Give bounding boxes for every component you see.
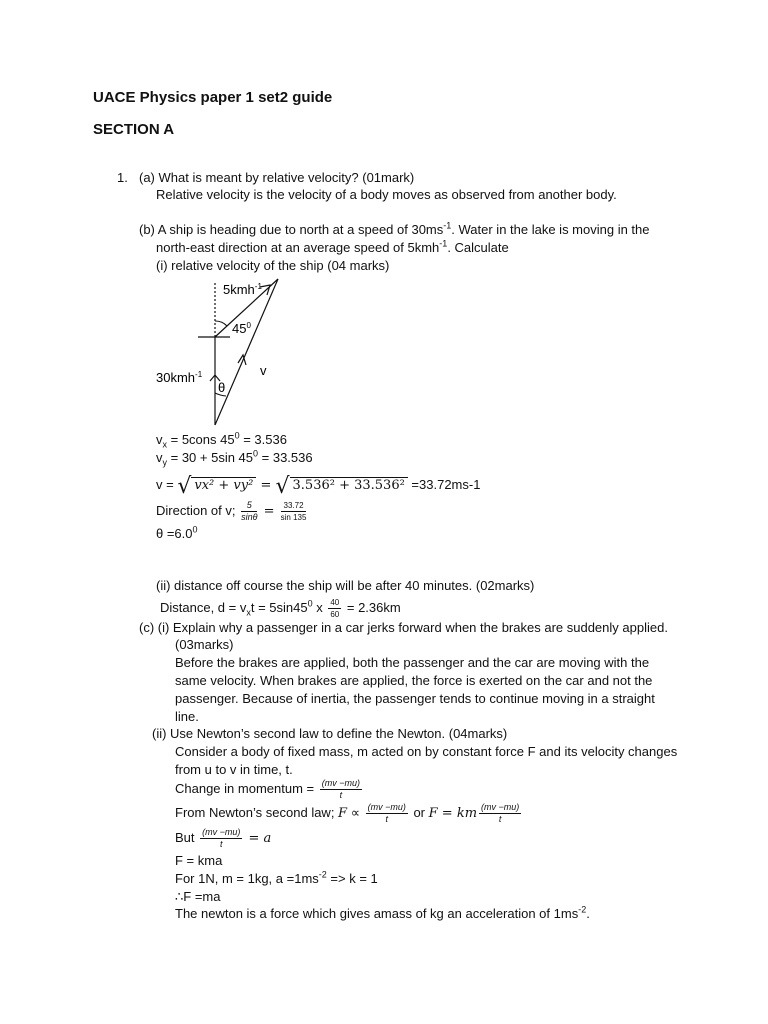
question-1c-i-line2: (03marks) bbox=[175, 637, 234, 652]
fraction bbox=[241, 500, 257, 523]
numerator: 40 bbox=[330, 598, 340, 607]
numerator: (mv −mu) bbox=[481, 802, 520, 812]
text: = bbox=[256, 478, 276, 493]
sqrt-term: v𝑥² + v𝑦² bbox=[191, 477, 256, 493]
superscript: 0 bbox=[307, 598, 313, 609]
fraction bbox=[328, 597, 341, 620]
newton-second-law-equation bbox=[175, 802, 523, 825]
text: = bbox=[259, 503, 279, 519]
text: From Newton’s second law; bbox=[175, 804, 339, 820]
denominator: t bbox=[385, 814, 388, 824]
resultant-vector bbox=[215, 279, 278, 425]
text: v = bbox=[156, 477, 178, 492]
angle-arc-45 bbox=[215, 321, 227, 326]
text: . Water in the lake is moving in the bbox=[451, 222, 650, 237]
diagram-label-45: $45^0$ bbox=[232, 321, 251, 336]
answer-1c-i-line3: passenger. Because of inertia, the passenger tends to continue moving in a straight bbox=[175, 691, 655, 706]
numerator: (mv −mu) bbox=[367, 802, 406, 812]
denominator: sinθ bbox=[241, 512, 258, 522]
superscript: 0 bbox=[192, 524, 198, 535]
sqrt-symbol: √ bbox=[275, 474, 290, 499]
question-1b-i: (i) relative velocity of the ship (04 marks) bbox=[156, 258, 390, 273]
question-number: 1. bbox=[117, 170, 128, 185]
question-1c-ii: (ii) Use Newton’s second law to define the Newton. (04marks) bbox=[152, 726, 508, 741]
question-1b-line2 bbox=[156, 240, 509, 255]
answer-1a: Relative velocity is the velocity of a body moves as observed from another body. bbox=[156, 187, 617, 202]
text: => k = 1 bbox=[326, 871, 378, 886]
denominator: 60 bbox=[330, 610, 340, 619]
fraction bbox=[200, 827, 242, 850]
document-title: UACE Physics paper 1 set2 guide bbox=[93, 89, 333, 106]
text: v bbox=[156, 450, 163, 465]
vy-equation bbox=[156, 448, 313, 468]
text: The newton is a force which gives amass of kg an acceleration of 1ms bbox=[175, 906, 579, 921]
denominator: t bbox=[219, 839, 223, 849]
superscript: -1 bbox=[443, 220, 452, 231]
vector-diagram bbox=[150, 275, 310, 430]
diagram-label-30kmh: 30kmh$^{-1}$ bbox=[156, 370, 203, 385]
for-1n-statement bbox=[175, 871, 378, 886]
text: or bbox=[409, 804, 429, 820]
text: (b) A ship is heading due to north at a speed of 30ms bbox=[139, 222, 444, 237]
f-ma: ∴F =ma bbox=[175, 889, 221, 904]
diagram-label-v: v bbox=[260, 363, 267, 378]
numerator: 5 bbox=[241, 500, 257, 512]
text: For 1N, m = 1kg, a =1ms bbox=[175, 871, 319, 886]
text: x bbox=[312, 599, 327, 615]
text: = a bbox=[244, 830, 272, 846]
question-1b-line1 bbox=[139, 222, 650, 237]
denominator: sin 135 bbox=[280, 513, 307, 522]
distance-equation bbox=[160, 597, 401, 620]
newton-definition bbox=[175, 906, 590, 921]
question-1c-i-line1: (c) (i) Explain why a passenger in a car jerks forward when the brakes are suddenly applied. bbox=[139, 620, 668, 635]
answer-1c-i-line2: same velocity. When brakes are applied, the force is exerted on the car and not the bbox=[175, 673, 653, 688]
text: = 30 + 5sin 45 bbox=[167, 450, 254, 465]
f-kma: F = kma bbox=[175, 853, 223, 868]
text: F bbox=[338, 805, 348, 821]
text: Direction of v; bbox=[156, 502, 240, 518]
question-1b-ii: (ii) distance off course the ship will be after 40 minutes. (02marks) bbox=[156, 578, 535, 593]
superscript: -2 bbox=[578, 904, 587, 915]
numerator: (mv −mu) bbox=[321, 778, 360, 788]
answer-1c-ii-line2: from u to v in time, t. bbox=[175, 762, 293, 777]
text: But bbox=[175, 829, 199, 845]
text: v bbox=[156, 432, 163, 447]
text: ∝ bbox=[347, 804, 364, 820]
answer-1c-i-line4: line. bbox=[175, 709, 199, 724]
theta-result bbox=[156, 526, 198, 541]
subscript: x bbox=[246, 607, 251, 618]
subscript: x bbox=[162, 439, 167, 450]
superscript: -1 bbox=[439, 238, 448, 249]
momentum-equation bbox=[175, 778, 364, 801]
answer-1c-i-line1: Before the brakes are applied, both the passenger and the car are moving with the bbox=[175, 655, 650, 670]
sqrt-term: 3.536² + 33.536² bbox=[290, 477, 408, 493]
but-equation bbox=[175, 827, 271, 850]
text: = 3.536 bbox=[239, 432, 287, 447]
text: t = 5sin45 bbox=[250, 599, 308, 615]
text: = 33.536 bbox=[258, 450, 313, 465]
fraction bbox=[320, 778, 362, 801]
text: Change in momentum = bbox=[175, 780, 318, 796]
fraction bbox=[366, 802, 408, 825]
fraction bbox=[479, 802, 521, 825]
text: north-east direction at an average speed of 5kmh bbox=[156, 240, 440, 255]
text: . bbox=[586, 906, 590, 921]
question-1a: (a) What is meant by relative velocity? (01mark) bbox=[139, 170, 415, 185]
subscript: y bbox=[162, 457, 167, 468]
fraction bbox=[281, 500, 307, 523]
text: . Calculate bbox=[447, 240, 509, 255]
diagram-label-theta: θ bbox=[218, 380, 226, 395]
v-magnitude-equation bbox=[156, 474, 480, 499]
numerator: (mv −mu) bbox=[202, 827, 241, 837]
vx-equation bbox=[156, 430, 287, 450]
denominator: t bbox=[339, 790, 343, 800]
numerator: 33.72 bbox=[281, 500, 307, 512]
direction-equation bbox=[156, 500, 308, 523]
text: F = km bbox=[428, 805, 478, 821]
superscript: -2 bbox=[318, 869, 327, 880]
section-heading: SECTION A bbox=[93, 121, 175, 138]
denominator: t bbox=[498, 814, 502, 824]
text: =33.72ms-1 bbox=[407, 477, 481, 492]
text: = 2.36km bbox=[343, 599, 401, 615]
text: θ =6.0 bbox=[156, 526, 193, 541]
text: = 5cons 45 bbox=[167, 432, 235, 447]
superscript: 0 bbox=[253, 448, 259, 459]
diagram-label-5kmh: 5kmh$^{-1}$ bbox=[223, 282, 262, 297]
superscript: 0 bbox=[234, 430, 240, 441]
text: Distance, d = v bbox=[160, 599, 247, 615]
sqrt-symbol: √ bbox=[177, 474, 192, 499]
answer-1c-ii-line1: Consider a body of fixed mass, m acted on by constant force F and its velocity changes bbox=[175, 744, 678, 759]
